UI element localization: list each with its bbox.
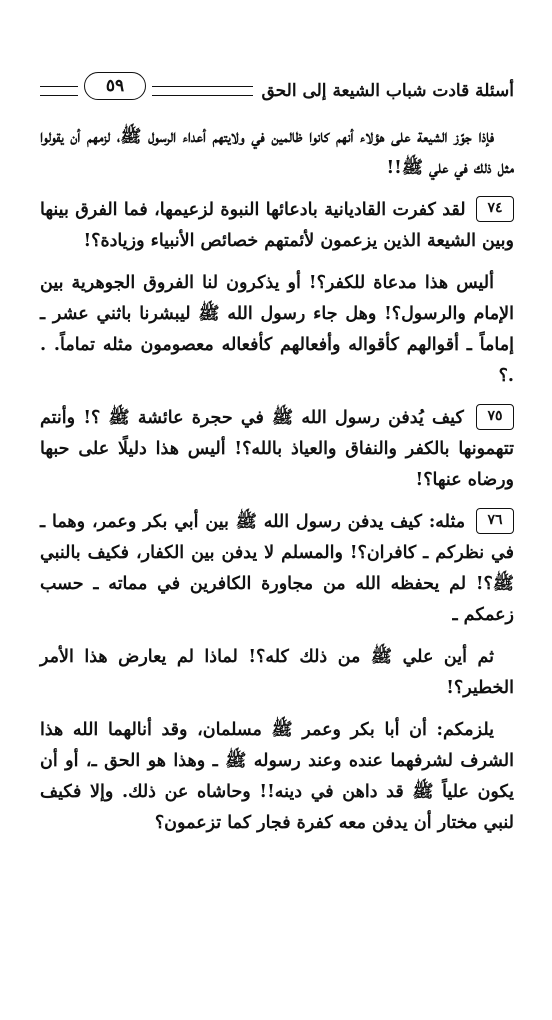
running-title: أسئلة قادت شباب الشيعة إلى الحق <box>261 81 514 101</box>
paragraph-text: فإذا جوّز الشيعة على هؤلاء أنهم كانوا ظالمين في ولايتهم أعداء الرسول ﷺ، لزمهم أن يقولوا مثل ذلك في علي ﷺ!! <box>40 127 514 178</box>
question-number-badge: ٧٥ <box>476 404 514 430</box>
page-number-badge <box>78 71 152 101</box>
page-number-frame <box>84 72 146 100</box>
page-body <box>40 122 514 839</box>
paragraph-text: أليس هذا مدعاة للكفر؟! أو يذكرون لنا الفروق الجوهرية بين الإمام والرسول؟! وهل جاء رسول الله ﷺ ليبشرنا باثني عشر ـ إماماً ـ أقوالهم كأقواله وأفعالهم كأفعاله معصومون مثله تماماً. . .؟ <box>40 273 514 386</box>
paragraph-text: لقد كفرت القاديانية بادعائها النبوة لزعيمها، فما الفرق بينها وبين الشيعة الذين يزعمون لأئمتهم خصائص الأنبياء وزيادة؟! <box>40 200 514 251</box>
paragraph <box>40 268 514 392</box>
paragraph-text: ثم أين علي ﷺ من ذلك كله؟! لماذا لم يعارض هذا الأمر الخطير؟! <box>40 647 514 698</box>
paragraph-text: كيف يُدفن رسول الله ﷺ في حجرة عائشة ﷺ ؟! وأنتم تتهمونها بالكفر والنفاق والعياذ بالله؟! أليس هذا دليلًا على حبها ورضاه عنها؟! <box>40 408 514 490</box>
question-paragraph <box>40 403 514 496</box>
book-page <box>0 72 552 1020</box>
question-number-badge: ٧٦ <box>476 508 514 534</box>
header-double-rule <box>40 76 253 96</box>
paragraph-text: مثله: كيف يدفن رسول الله ﷺ بين أبي بكر وعمر، وهما ـ في نظركم ـ كافران؟! والمسلم لا يدفن بين الكفار، فكيف بالنبي ﷺ؟! لم يحفظه الله من مجاورة الكافرين في مماته ـ حسب زعمكم ـ <box>40 512 514 625</box>
page-number: ٥٩ <box>105 76 125 96</box>
question-paragraph <box>40 507 514 631</box>
question-paragraph <box>40 195 514 257</box>
paragraph <box>40 122 514 184</box>
paragraph-text: يلزمكم: أن أبا بكر وعمر ﷺ مسلمان، وقد أنالهما الله هذا الشرف لشرفهما عنده وعند رسوله ﷺ ـ وهذا هو الحق ـ، أو أن يكون علياً ﷺ قد داهن في دينه!! وحاشاه عن ذلك. وإلا فكيف لنبي مختار أن يدفن معه كفرة فجار كما تزعمون؟ <box>40 720 514 833</box>
page-header <box>40 72 514 110</box>
paragraph <box>40 715 514 839</box>
paragraph <box>40 642 514 704</box>
question-number-badge: ٧٤ <box>476 196 514 222</box>
